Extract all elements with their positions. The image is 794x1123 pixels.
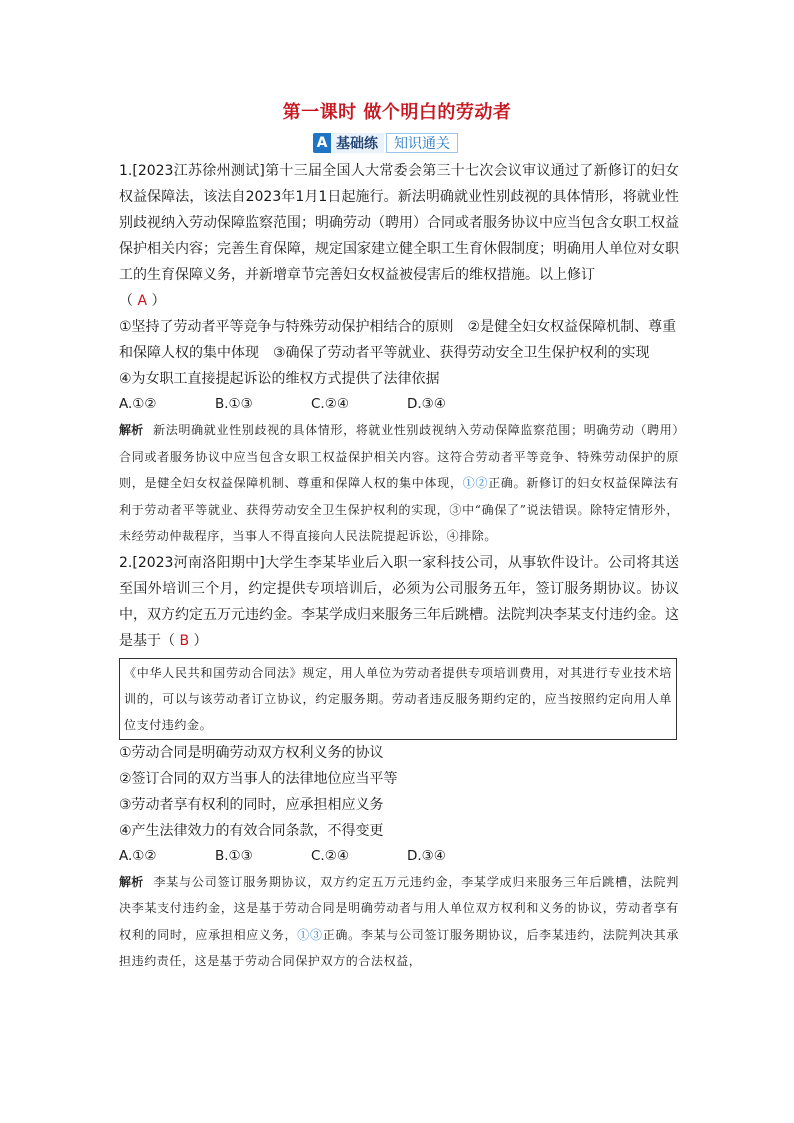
- statement: ①坚持了劳动者平等竞争与特殊劳动保护相结合的原则 ②是健全妇女权益保障机制、尊重和保障人权的集中体现 ③确保了劳动者平等就业、获得劳动安全卫生保护权利的实现: [119, 319, 677, 361]
- statement: ①劳动合同是明确劳动双方权利义务的协议: [119, 744, 384, 761]
- choice-a: A.①②: [119, 847, 157, 864]
- correct-options: ①②: [462, 476, 489, 490]
- choice-row: [119, 392, 679, 417]
- question-stem-text: 1.[2023江苏徐州测试]第十三届全国人大常委会第三十七次会议审议通过了新修订的妇女权益保障法，该法自2023年1月1日起施行。新法明确就业性别歧视的具体情形，将就业性别歧视纳入劳动保障监察范围；明确劳动（聘用）合同或者服务协议中应当包含女职工权益保护相关内容；完善生育保障，规定国家建立健全职工生育休假制度；明确用人单位对女职工的生育保障义务，并新增章节完善妇女权益被侵害后的维权措施。以上修订: [119, 163, 679, 283]
- analysis: [119, 417, 679, 550]
- statement: ④为女职工直接提起诉讼的维权方式提供了法律依据: [119, 371, 440, 387]
- analysis-text: 李某与公司签订服务期协议，双方约定五万元违约金，李某学成归来服务三年后跳槽，法院判决李某支付违约金，这是基于劳动合同是明确劳动者与用人单位双方权利和义务的协议，劳动者享有权利的同时，应承担相应义务，: [119, 874, 679, 942]
- statement: ④产生法律效力的有效合同条款，不得变更: [119, 822, 384, 839]
- analysis-text: 新法明确就业性别歧视的具体情形，将就业性别歧视纳入劳动保障监察范围；明确劳动（聘用）合同或者服务协议中应当包含女职工权益保护相关内容。这符合劳动者平等竞争、特殊劳动保护的原则，是健全妇女权益保障机制、尊重和保障人权的集中体现，: [119, 423, 679, 490]
- section-tag: 知识通关: [386, 133, 458, 153]
- choice-c: C.②④: [311, 396, 349, 412]
- question-stem-text: 2.[2023河南洛阳期中]大学生李某毕业后入职一家科技公司，从事软件设计。公司将其送至国外培训三个月，约定提供专项培训后，必须为公司服务五年，签订服务期协议。协议中，双方约定五万元违约金。李某学成归来服务三年后跳槽。法院判决李某支付违约金。这是基于: [119, 554, 679, 649]
- answer-paren-open: （: [161, 632, 180, 649]
- analysis-label: 解析: [119, 423, 144, 437]
- question-content: [119, 158, 679, 975]
- choice-d: D.③④: [407, 847, 446, 864]
- choice-d: D.③④: [407, 396, 446, 412]
- choice-a: A.①②: [119, 396, 157, 412]
- answer-paren-close: ）: [147, 293, 166, 309]
- statement: ③劳动者享有权利的同时，应承担相应义务: [119, 796, 384, 813]
- analysis-label: 解析: [119, 874, 144, 889]
- statement: ②签订合同的双方当事人的法律地位应当平等: [119, 770, 398, 787]
- answer-paren-open: （: [119, 293, 138, 309]
- page-title: 第一课时 做个明白的劳动者: [282, 102, 512, 123]
- answer-key: B: [179, 632, 190, 649]
- analysis-text: 正确。新修订的妇女权益保障法有利于劳动者平等就业、获得劳动安全卫生保护权利的实现，③中“确保了”说法错误。除特定情形外，未经劳动仲裁程序，当事人不得直接向人民法院提起诉讼，④排除。: [119, 476, 680, 543]
- question-stem: [119, 158, 679, 314]
- choice-b: B.①③: [215, 847, 253, 864]
- analysis-text: 正确。李某与公司签订服务期协议，后李某违约，法院判决其承担违约责任，这是基于劳动合同保护双方的合法权益，: [119, 927, 679, 968]
- correct-options: ①③: [297, 927, 323, 942]
- question-2: [119, 550, 679, 975]
- section-banner: [313, 133, 458, 153]
- choice-row: [119, 844, 679, 869]
- question-stem: [119, 550, 679, 654]
- analysis: [119, 869, 679, 975]
- choice-b: B.①③: [215, 396, 253, 412]
- answer-paren-close: ）: [189, 632, 208, 649]
- answer-key: A: [137, 293, 148, 309]
- law-quote-box: 《中华人民共和国劳动合同法》规定，用人单位为劳动者提供专项培训费用，对其进行专业技术培训的，可以与该劳动者订立协议，约定服务期。劳动者违反服务期约定的，应当按照约定向用人单位支付违约金。: [119, 658, 677, 740]
- section-label: 基础练: [331, 133, 384, 153]
- level-badge: A: [313, 133, 331, 153]
- choice-c: C.②④: [311, 847, 349, 864]
- question-1: [119, 158, 679, 550]
